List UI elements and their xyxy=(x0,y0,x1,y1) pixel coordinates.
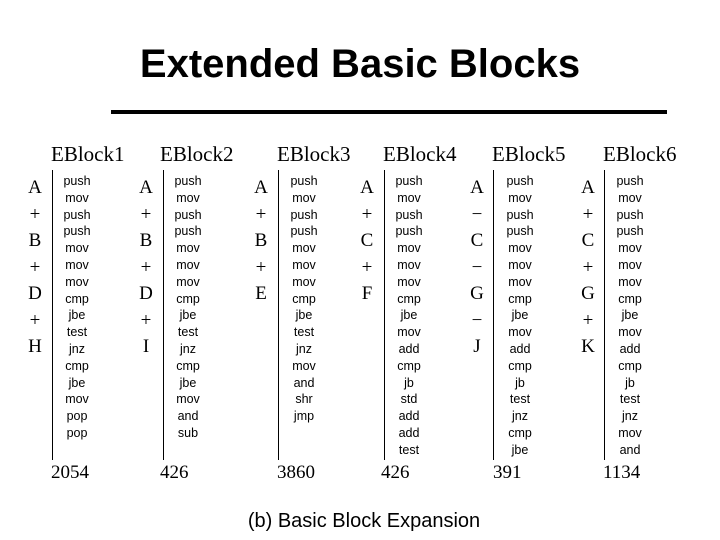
path-symbol: G xyxy=(470,283,484,304)
eblock-6-name: EBlock6 xyxy=(603,142,677,166)
eblock-5-count: 391 xyxy=(493,462,522,483)
instruction: jnz xyxy=(512,409,528,424)
instruction: mov xyxy=(176,241,200,256)
path-symbol: + xyxy=(582,309,594,331)
instruction: test xyxy=(619,392,641,407)
eblock-3-path xyxy=(250,175,272,308)
instruction: mov xyxy=(65,274,89,289)
instruction: mov xyxy=(508,325,532,340)
eblock-4-count: 426 xyxy=(381,462,410,483)
instruction: mov xyxy=(292,358,316,373)
eblock-1-count: 2054 xyxy=(51,462,89,483)
instruction: cmp xyxy=(508,425,532,440)
title-underline xyxy=(111,110,667,114)
instruction: jbe xyxy=(400,308,418,323)
instruction: mov xyxy=(292,241,316,256)
instruction: jb xyxy=(625,375,635,390)
instruction: jnz xyxy=(69,341,85,356)
path-symbol: + xyxy=(255,203,267,225)
eblock-6-count: 1134 xyxy=(603,462,641,483)
eblock-2-count: 426 xyxy=(160,462,189,483)
path-symbol: + xyxy=(361,256,373,278)
path-symbol: C xyxy=(360,230,374,251)
eblock-4-name: EBlock4 xyxy=(383,142,457,166)
instruction: push xyxy=(395,224,423,239)
instruction: push xyxy=(63,174,91,188)
instruction: add xyxy=(509,341,531,356)
eblock-5-path xyxy=(466,175,488,361)
instruction: jbe xyxy=(68,375,86,390)
instruction: jmp xyxy=(293,409,315,424)
path-symbol: E xyxy=(255,283,267,304)
eblock-1-name: EBlock1 xyxy=(51,142,125,166)
path-symbol: C xyxy=(470,230,484,251)
path-symbol: B xyxy=(139,230,153,251)
figure-caption: (b) Basic Block Expansion xyxy=(247,510,481,532)
path-symbol: I xyxy=(142,336,150,357)
instruction: mov xyxy=(176,257,200,272)
path-symbol: − xyxy=(471,309,483,331)
instruction: mov xyxy=(292,257,316,272)
instruction: shr xyxy=(295,392,313,407)
path-symbol: + xyxy=(29,256,41,278)
instruction: push xyxy=(395,174,423,188)
instruction: mov xyxy=(176,274,200,289)
eblock-1-path xyxy=(24,175,46,361)
instruction: push xyxy=(290,174,318,188)
instruction: push xyxy=(63,224,91,239)
path-symbol: A xyxy=(139,177,153,198)
eblock-1-instructions xyxy=(47,173,107,442)
eblock-2-name: EBlock2 xyxy=(160,142,234,166)
instruction: mov xyxy=(292,190,316,205)
instruction: push xyxy=(174,224,202,239)
path-symbol: + xyxy=(255,256,267,278)
instruction: test xyxy=(177,325,199,340)
path-symbol: + xyxy=(29,309,41,331)
instruction: jbe xyxy=(179,375,197,390)
eblock-3-instructions xyxy=(274,173,334,425)
instruction: and xyxy=(619,442,641,457)
instruction: cmp xyxy=(508,358,532,373)
eblock-2-path xyxy=(135,175,157,361)
instruction: mov xyxy=(65,241,89,256)
path-symbol: + xyxy=(29,203,41,225)
instruction: pop xyxy=(66,425,88,440)
instruction: mov xyxy=(618,257,642,272)
path-symbol: K xyxy=(581,336,595,357)
path-symbol: C xyxy=(581,230,595,251)
instruction: push xyxy=(395,207,423,222)
instruction: std xyxy=(400,392,418,407)
instruction: cmp xyxy=(618,291,642,306)
instruction: mov xyxy=(65,392,89,407)
instruction: jb xyxy=(404,375,414,390)
path-symbol: H xyxy=(28,336,42,357)
instruction: cmp xyxy=(508,291,532,306)
instruction: jbe xyxy=(511,442,529,457)
path-symbol: G xyxy=(581,283,595,304)
instruction: add xyxy=(398,425,420,440)
instruction: mov xyxy=(176,190,200,205)
instruction: jbe xyxy=(179,308,197,323)
instruction: mov xyxy=(618,241,642,256)
instruction: mov xyxy=(176,392,200,407)
instruction: mov xyxy=(292,274,316,289)
instruction: push xyxy=(174,174,202,188)
slide-title: Extended Basic Blocks xyxy=(139,42,581,86)
instruction: test xyxy=(66,325,88,340)
instruction: cmp xyxy=(397,358,421,373)
instruction: mov xyxy=(618,325,642,340)
instruction: mov xyxy=(65,257,89,272)
eblock-6-instructions xyxy=(600,173,660,459)
path-symbol: A xyxy=(254,177,268,198)
path-symbol: B xyxy=(254,230,268,251)
path-symbol: B xyxy=(28,230,42,251)
instruction: jnz xyxy=(180,341,196,356)
instruction: cmp xyxy=(176,291,200,306)
eblock-3-count: 3860 xyxy=(277,462,315,483)
instruction: push xyxy=(506,224,534,239)
path-symbol: A xyxy=(470,177,484,198)
eblock-3-name: EBlock3 xyxy=(277,142,351,166)
instruction: mov xyxy=(397,241,421,256)
instruction: and xyxy=(177,409,199,424)
path-symbol: D xyxy=(139,283,153,304)
path-symbol: A xyxy=(28,177,42,198)
instruction: mov xyxy=(508,257,532,272)
instruction: test xyxy=(293,325,315,340)
instruction: jb xyxy=(515,375,525,390)
instruction: push xyxy=(174,207,202,222)
path-symbol: F xyxy=(361,283,373,304)
path-symbol: + xyxy=(582,256,594,278)
instruction: push xyxy=(506,174,534,188)
eblock-4-instructions xyxy=(379,173,439,459)
instruction: jnz xyxy=(296,341,312,356)
instruction: add xyxy=(398,341,420,356)
instruction: cmp xyxy=(176,358,200,373)
instruction: jnz xyxy=(622,409,638,424)
instruction: cmp xyxy=(65,358,89,373)
instruction: pop xyxy=(66,409,88,424)
instruction: push xyxy=(290,207,318,222)
instruction: push xyxy=(616,174,644,188)
path-symbol: − xyxy=(471,203,483,225)
path-symbol: + xyxy=(140,309,152,331)
instruction: jbe xyxy=(621,308,639,323)
instruction: mov xyxy=(618,190,642,205)
instruction: jbe xyxy=(511,308,529,323)
instruction: mov xyxy=(618,425,642,440)
instruction: cmp xyxy=(397,291,421,306)
path-symbol: + xyxy=(140,203,152,225)
instruction: mov xyxy=(397,190,421,205)
eblock-4-path xyxy=(356,175,378,308)
path-symbol: A xyxy=(581,177,595,198)
instruction: and xyxy=(293,375,315,390)
instruction: mov xyxy=(397,274,421,289)
instruction: cmp xyxy=(292,291,316,306)
path-symbol: + xyxy=(582,203,594,225)
instruction: mov xyxy=(397,325,421,340)
instruction: push xyxy=(290,224,318,239)
instruction: test xyxy=(509,392,531,407)
path-symbol: + xyxy=(140,256,152,278)
instruction: mov xyxy=(508,241,532,256)
eblock-2-instructions xyxy=(158,173,218,442)
path-symbol: D xyxy=(28,283,42,304)
path-symbol: J xyxy=(473,336,481,357)
instruction: add xyxy=(398,409,420,424)
instruction: push xyxy=(616,207,644,222)
instruction: mov xyxy=(508,274,532,289)
eblock-6-path xyxy=(577,175,599,361)
eblock-5-instructions xyxy=(490,173,550,459)
instruction: test xyxy=(398,442,420,457)
instruction: mov xyxy=(397,257,421,272)
instruction: push xyxy=(616,224,644,239)
eblock-5-name: EBlock5 xyxy=(492,142,566,166)
instruction: mov xyxy=(65,190,89,205)
path-symbol: + xyxy=(361,203,373,225)
instruction: add xyxy=(619,341,641,356)
instruction: cmp xyxy=(65,291,89,306)
instruction: mov xyxy=(508,190,532,205)
instruction: cmp xyxy=(618,358,642,373)
instruction: jbe xyxy=(295,308,313,323)
instruction: jbe xyxy=(68,308,86,323)
instruction: push xyxy=(506,207,534,222)
instruction: mov xyxy=(618,274,642,289)
instruction: sub xyxy=(177,425,199,440)
path-symbol: − xyxy=(471,256,483,278)
path-symbol: A xyxy=(360,177,374,198)
instruction: push xyxy=(63,207,91,222)
